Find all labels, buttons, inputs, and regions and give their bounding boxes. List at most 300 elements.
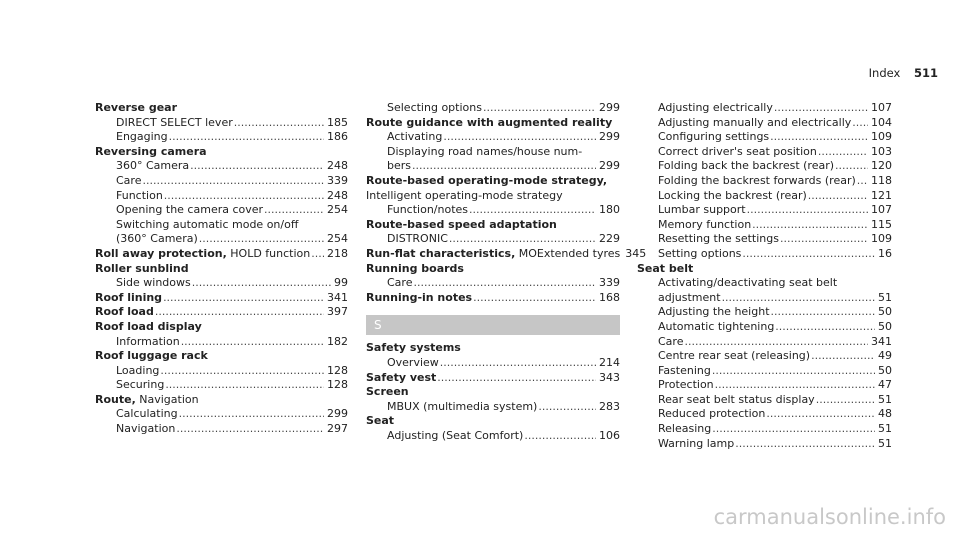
index-headword-entry[interactable] <box>95 305 348 320</box>
entry-label <box>366 414 394 427</box>
entry-label <box>658 437 734 452</box>
index-headword-entry[interactable] <box>366 385 620 400</box>
page-reference[interactable]: 168 <box>599 290 620 304</box>
index-subentry[interactable] <box>366 429 620 444</box>
index-subentry[interactable] <box>366 232 620 247</box>
page-reference[interactable]: 48 <box>878 407 892 421</box>
entry-text: Care <box>658 334 684 348</box>
entry-text: Configuring settings <box>658 130 770 144</box>
entry-headword: Route, <box>95 392 136 406</box>
dot-leader <box>472 291 596 306</box>
index-subentry[interactable] <box>95 218 348 233</box>
entry-label <box>658 276 837 289</box>
page-reference[interactable]: 50 <box>878 363 892 377</box>
entry-headword: Seat <box>366 414 395 428</box>
dot-leader <box>751 218 868 233</box>
entry-label <box>658 174 856 189</box>
entry-label <box>95 145 207 158</box>
page-reference[interactable]: 50 <box>878 319 892 333</box>
index-headword-entry[interactable] <box>366 371 620 386</box>
index-subentry[interactable] <box>637 320 892 335</box>
entry-label <box>366 341 461 354</box>
entry-text: Activating <box>387 130 443 144</box>
entry-label <box>387 145 582 158</box>
entry-text: Function/notes <box>387 203 469 217</box>
entry-headword: Reverse gear <box>95 101 178 114</box>
index-headword-entry[interactable] <box>637 262 892 277</box>
page-reference[interactable]: 115 <box>871 217 892 231</box>
dot-leader <box>412 276 596 291</box>
index-subentry[interactable] <box>95 116 348 131</box>
dot-leader <box>765 407 875 422</box>
dot-leader <box>773 101 868 116</box>
entry-label <box>658 305 770 320</box>
entry-label <box>658 378 714 393</box>
index-headword-entry[interactable] <box>95 262 348 277</box>
dot-leader <box>714 378 875 393</box>
index-subentry[interactable] <box>95 407 348 422</box>
index-subentry[interactable] <box>637 349 892 364</box>
page-reference[interactable]: 47 <box>878 378 892 392</box>
dot-leader <box>162 291 324 306</box>
page-reference[interactable]: 254 <box>327 203 348 217</box>
index-headword-entry[interactable] <box>366 291 620 306</box>
index-headword-entry[interactable] <box>95 291 348 306</box>
page-reference[interactable]: 107 <box>871 101 892 114</box>
entry-label <box>658 349 810 364</box>
entry-text: adjustment <box>658 290 721 304</box>
dot-leader <box>442 130 596 145</box>
index-subentry[interactable] <box>95 189 348 204</box>
index-headword-entry[interactable] <box>366 414 620 429</box>
dot-leader <box>154 305 324 320</box>
page-reference[interactable]: 16 <box>878 246 892 260</box>
dot-leader <box>482 101 596 116</box>
index-subentry[interactable] <box>95 335 348 350</box>
entry-text: Care <box>116 173 142 187</box>
entry-label <box>366 385 409 398</box>
index-subentry[interactable] <box>637 116 892 131</box>
entry-text: Adjusting electrically <box>658 101 773 114</box>
entry-text: Fastening <box>658 363 711 377</box>
entry-label <box>658 320 774 335</box>
dot-leader <box>817 145 868 160</box>
page-reference[interactable]: 121 <box>871 188 892 202</box>
entry-label <box>658 101 773 116</box>
entry-label <box>95 349 208 362</box>
entry-text: (360° Camera) <box>116 232 198 246</box>
dot-leader <box>168 130 324 145</box>
page-reference[interactable]: 343 <box>599 370 620 384</box>
entry-text: Side windows <box>116 276 191 290</box>
entry-label <box>366 371 436 386</box>
index-subentry[interactable] <box>95 232 348 247</box>
entry-headword: Safety systems <box>366 341 461 355</box>
entry-text: Rear seat belt status display <box>658 392 815 406</box>
index-headword-entry[interactable] <box>95 349 348 364</box>
entry-label <box>658 364 711 379</box>
index-subentry[interactable] <box>637 247 892 262</box>
dot-leader <box>468 203 596 218</box>
page-reference[interactable]: 180 <box>599 203 620 217</box>
page-reference[interactable]: 107 <box>871 203 892 217</box>
entry-text: Information <box>116 334 180 348</box>
entry-text: MOExtended tyres <box>515 246 621 260</box>
dot-leader <box>411 159 596 174</box>
page-reference[interactable]: 339 <box>327 173 348 187</box>
index-subentry[interactable] <box>637 407 892 422</box>
entry-text: Reduced protection <box>658 407 766 421</box>
index-headword-entry[interactable] <box>366 246 647 262</box>
page-reference[interactable]: 229 <box>599 232 620 246</box>
page-reference[interactable]: 128 <box>327 363 348 377</box>
entry-label <box>95 291 162 306</box>
dot-leader <box>141 174 324 189</box>
entry-headword: Roof lining <box>95 290 163 304</box>
dot-leader <box>180 335 324 350</box>
index-subentry[interactable] <box>637 189 892 204</box>
entry-text: Resetting the settings <box>658 232 779 246</box>
dot-leader <box>310 247 324 262</box>
index-subentry[interactable] <box>637 203 892 218</box>
page-reference[interactable]: 297 <box>327 422 348 436</box>
index-column-2 <box>366 101 647 443</box>
entry-label <box>116 159 189 174</box>
entry-label <box>116 364 159 379</box>
entry-headword: Route-based operating-mode strategy, <box>366 173 608 187</box>
index-subentry[interactable] <box>637 174 892 189</box>
entry-label <box>658 218 751 233</box>
index-headword-entry[interactable] <box>366 341 620 356</box>
dot-leader <box>189 159 324 174</box>
entry-headword: Roof load display <box>95 319 202 333</box>
page-reference[interactable]: 50 <box>878 305 892 319</box>
entry-label <box>95 262 189 275</box>
index-subentry[interactable] <box>637 291 892 306</box>
dot-leader <box>233 116 324 131</box>
entry-text: Folding the backrest forwards (rear) <box>658 173 856 187</box>
entry-label <box>116 422 175 437</box>
entry-text: Intelligent operating-mode strategy <box>366 188 563 202</box>
entry-label <box>95 101 177 114</box>
entry-label <box>658 335 683 350</box>
page-reference[interactable]: 51 <box>878 290 892 304</box>
entry-label <box>658 407 765 422</box>
entry-text: Navigation <box>135 392 199 406</box>
dot-leader <box>851 116 868 131</box>
dot-leader <box>741 247 875 262</box>
entry-text: Activating/deactivating seat belt <box>658 276 838 290</box>
page-header <box>869 66 938 80</box>
entry-label <box>658 130 769 145</box>
index-headword-entry[interactable] <box>95 320 348 335</box>
entry-label <box>387 232 448 247</box>
entry-label <box>116 407 178 422</box>
index-subentry[interactable] <box>637 232 892 247</box>
entry-label <box>116 203 263 218</box>
entry-text: Adjusting the height <box>658 305 770 319</box>
entry-label <box>95 305 154 320</box>
dot-leader <box>537 400 596 415</box>
index-subentry[interactable] <box>637 145 892 160</box>
index-subentry[interactable] <box>366 189 620 204</box>
index-subentry[interactable] <box>637 422 892 437</box>
entry-label <box>116 116 233 131</box>
entry-headword: Run-flat characteristics, <box>366 246 516 260</box>
entry-label <box>658 291 721 306</box>
index-subentry[interactable] <box>366 203 620 218</box>
index-headword-entry[interactable] <box>366 174 620 189</box>
entry-text: Selecting options <box>387 101 482 114</box>
index-headword-entry[interactable] <box>95 145 348 160</box>
entry-label <box>387 276 412 291</box>
entry-label <box>658 203 746 218</box>
page-reference[interactable]: 397 <box>327 305 348 319</box>
entry-label <box>658 145 817 160</box>
entry-label <box>366 174 607 187</box>
entry-text: Memory function <box>658 217 752 231</box>
page-reference[interactable]: 186 <box>327 130 348 144</box>
entry-text: Correct driver's seat position <box>658 144 817 158</box>
entry-headword: Roll away protection, <box>95 246 227 260</box>
entry-text: Adjusting manually and electrically <box>658 115 852 129</box>
entry-text: bers <box>387 159 412 173</box>
index-subentry[interactable] <box>637 130 892 145</box>
index-headword-entry[interactable] <box>366 116 620 131</box>
page-reference[interactable]: 49 <box>878 349 892 363</box>
index-subentry[interactable] <box>366 400 620 415</box>
entry-headword: Running-in notes <box>366 290 473 304</box>
dot-leader <box>198 232 324 247</box>
entry-label <box>116 276 191 291</box>
index-headword-entry[interactable] <box>95 247 348 262</box>
dot-leader <box>856 174 868 189</box>
entry-text: Function <box>116 188 163 202</box>
entry-text: Automatic tightening <box>658 319 775 333</box>
page-reference[interactable]: 299 <box>327 407 348 421</box>
index-subentry[interactable] <box>366 145 620 160</box>
page-reference[interactable]: 109 <box>871 130 892 144</box>
dot-leader <box>163 189 324 204</box>
dot-leader <box>770 305 875 320</box>
entry-text: Loading <box>116 363 160 377</box>
entry-headword: Seat belt <box>637 261 694 275</box>
dot-leader <box>164 378 324 393</box>
entry-headword: Reversing camera <box>95 144 207 158</box>
index-subentry[interactable] <box>637 101 892 116</box>
entry-label <box>116 232 198 247</box>
dot-leader <box>734 437 875 452</box>
entry-text: Warning lamp <box>658 436 735 450</box>
entry-label <box>658 116 851 131</box>
page-reference[interactable]: 299 <box>599 130 620 144</box>
index-headword-entry[interactable] <box>95 101 348 116</box>
entry-label <box>366 116 612 129</box>
page-reference[interactable]: 254 <box>327 232 348 246</box>
index-subentry[interactable] <box>95 276 348 291</box>
page-number: 511 <box>913 66 938 80</box>
dot-leader <box>815 393 875 408</box>
index-column-1 <box>95 101 348 437</box>
header-title: Index <box>868 66 901 80</box>
page-reference[interactable]: 341 <box>327 290 348 304</box>
index-subentry[interactable] <box>637 159 892 174</box>
page-reference[interactable]: 299 <box>599 101 620 114</box>
page-reference[interactable]: 118 <box>871 173 892 187</box>
index-subentry[interactable] <box>637 218 892 233</box>
dot-leader <box>807 189 868 204</box>
dot-leader <box>810 349 875 364</box>
page-reference[interactable]: 128 <box>327 378 348 392</box>
entry-label <box>387 356 439 371</box>
page-reference[interactable]: 185 <box>327 115 348 129</box>
index-subentry[interactable] <box>637 364 892 379</box>
page-reference[interactable]: 299 <box>599 159 620 173</box>
entry-text: Engaging <box>116 130 168 144</box>
index-subentry[interactable] <box>637 276 892 291</box>
page-reference[interactable]: 103 <box>871 144 892 158</box>
index-subentry[interactable] <box>366 130 620 145</box>
entry-headword: Roller sunblind <box>95 261 189 275</box>
index-subentry[interactable] <box>95 174 348 189</box>
index-subentry[interactable] <box>637 378 892 393</box>
dot-leader <box>263 203 324 218</box>
page-reference[interactable]: 345 <box>625 246 647 260</box>
entry-text: Displaying road names/house num- <box>387 144 583 158</box>
entry-label <box>387 159 411 174</box>
entry-text: Calculating <box>116 407 178 421</box>
page-reference[interactable]: 104 <box>871 115 892 129</box>
watermark: carmanualsonline.info <box>713 505 946 529</box>
dot-leader <box>721 291 875 306</box>
entry-text: Lumbar support <box>658 203 746 217</box>
index-column-3 <box>637 101 892 451</box>
page-reference[interactable]: 283 <box>599 399 620 413</box>
entry-text: Adjusting (Seat Comfort) <box>387 428 524 442</box>
index-subentry[interactable] <box>95 130 348 145</box>
entry-label <box>387 130 442 145</box>
entry-text: MBUX (multimedia system) <box>387 399 538 413</box>
dot-leader <box>711 364 875 379</box>
section-letter-bar: S <box>366 315 620 335</box>
entry-headword: Screen <box>366 385 409 399</box>
index-headword-entry[interactable] <box>95 393 348 408</box>
index-headword-entry[interactable] <box>366 262 620 277</box>
entry-label <box>116 130 168 145</box>
page-reference[interactable]: 106 <box>599 428 620 442</box>
page-reference[interactable]: 51 <box>878 392 892 406</box>
index-subentry[interactable] <box>95 422 348 437</box>
entry-headword: Running boards <box>366 261 464 275</box>
index-subentry[interactable] <box>637 437 892 452</box>
page-reference[interactable]: 339 <box>599 276 620 290</box>
entry-label <box>116 378 164 393</box>
entry-text: Setting options <box>658 246 742 260</box>
entry-text: DISTRONIC <box>387 232 448 246</box>
page-reference[interactable]: 120 <box>871 159 892 173</box>
page-reference[interactable]: 109 <box>871 232 892 246</box>
dot-leader <box>769 130 868 145</box>
page-reference[interactable]: 218 <box>327 246 348 260</box>
entry-text: Protection <box>658 378 714 392</box>
dot-leader <box>191 276 331 291</box>
entry-label <box>387 101 482 116</box>
entry-label <box>658 159 834 174</box>
dot-leader <box>746 203 868 218</box>
dot-leader <box>175 422 324 437</box>
entry-text: Navigation <box>116 422 176 436</box>
entry-label <box>95 320 202 333</box>
index-subentry[interactable] <box>637 335 892 350</box>
entry-label <box>658 247 741 262</box>
dot-leader <box>523 429 596 444</box>
entry-text: Opening the camera cover <box>116 203 264 217</box>
entry-headword: Route-based speed adaptation <box>366 217 557 231</box>
index-subentry[interactable] <box>637 393 892 408</box>
index-subentry[interactable] <box>95 364 348 379</box>
entry-headword: Roof load <box>95 305 154 319</box>
entry-label <box>637 262 693 275</box>
entry-label <box>366 247 620 262</box>
page-reference[interactable]: 214 <box>599 355 620 369</box>
index-subentry[interactable] <box>366 276 620 291</box>
index-subentry[interactable] <box>366 159 620 174</box>
entry-label <box>387 203 468 218</box>
dot-leader <box>159 364 324 379</box>
index-subentry[interactable] <box>366 101 620 116</box>
dot-leader <box>834 159 868 174</box>
entry-text: Releasing <box>658 422 712 436</box>
dot-leader <box>436 371 596 386</box>
index-headword-entry[interactable] <box>366 218 620 233</box>
page-reference[interactable]: 341 <box>871 334 892 348</box>
index-subentry[interactable] <box>95 159 348 174</box>
index-subentry[interactable] <box>637 305 892 320</box>
page-reference[interactable]: 248 <box>327 159 348 173</box>
page-reference[interactable]: 51 <box>878 436 892 450</box>
entry-label <box>366 189 563 202</box>
dot-leader <box>178 407 324 422</box>
page-reference[interactable]: 99 <box>334 276 348 290</box>
dot-leader <box>711 422 875 437</box>
entry-text: Care <box>387 276 413 290</box>
index-subentry[interactable] <box>366 356 620 371</box>
dot-leader <box>439 356 596 371</box>
page-reference[interactable]: 51 <box>878 422 892 436</box>
dot-leader <box>448 232 596 247</box>
entry-label <box>116 218 298 231</box>
entry-headword: Route guidance with augmented reality <box>366 115 613 129</box>
page-reference[interactable]: 248 <box>327 188 348 202</box>
dot-leader <box>683 335 868 350</box>
page-reference[interactable]: 182 <box>327 334 348 348</box>
entry-label <box>658 393 815 408</box>
entry-label <box>95 393 199 406</box>
index-subentry[interactable] <box>95 378 348 393</box>
entry-label <box>366 262 464 275</box>
entry-text: Locking the backrest (rear) <box>658 188 807 202</box>
entry-text: Overview <box>387 355 439 369</box>
dot-leader <box>774 320 875 335</box>
entry-text: Folding back the backrest (rear) <box>658 159 835 173</box>
index-subentry[interactable] <box>95 203 348 218</box>
entry-label <box>387 429 523 444</box>
entry-label <box>366 291 472 306</box>
entry-headword: Roof luggage rack <box>95 349 208 363</box>
entry-headword: Safety vest <box>366 370 437 384</box>
entry-label <box>387 400 537 415</box>
entry-text: 360° Camera <box>116 159 190 173</box>
